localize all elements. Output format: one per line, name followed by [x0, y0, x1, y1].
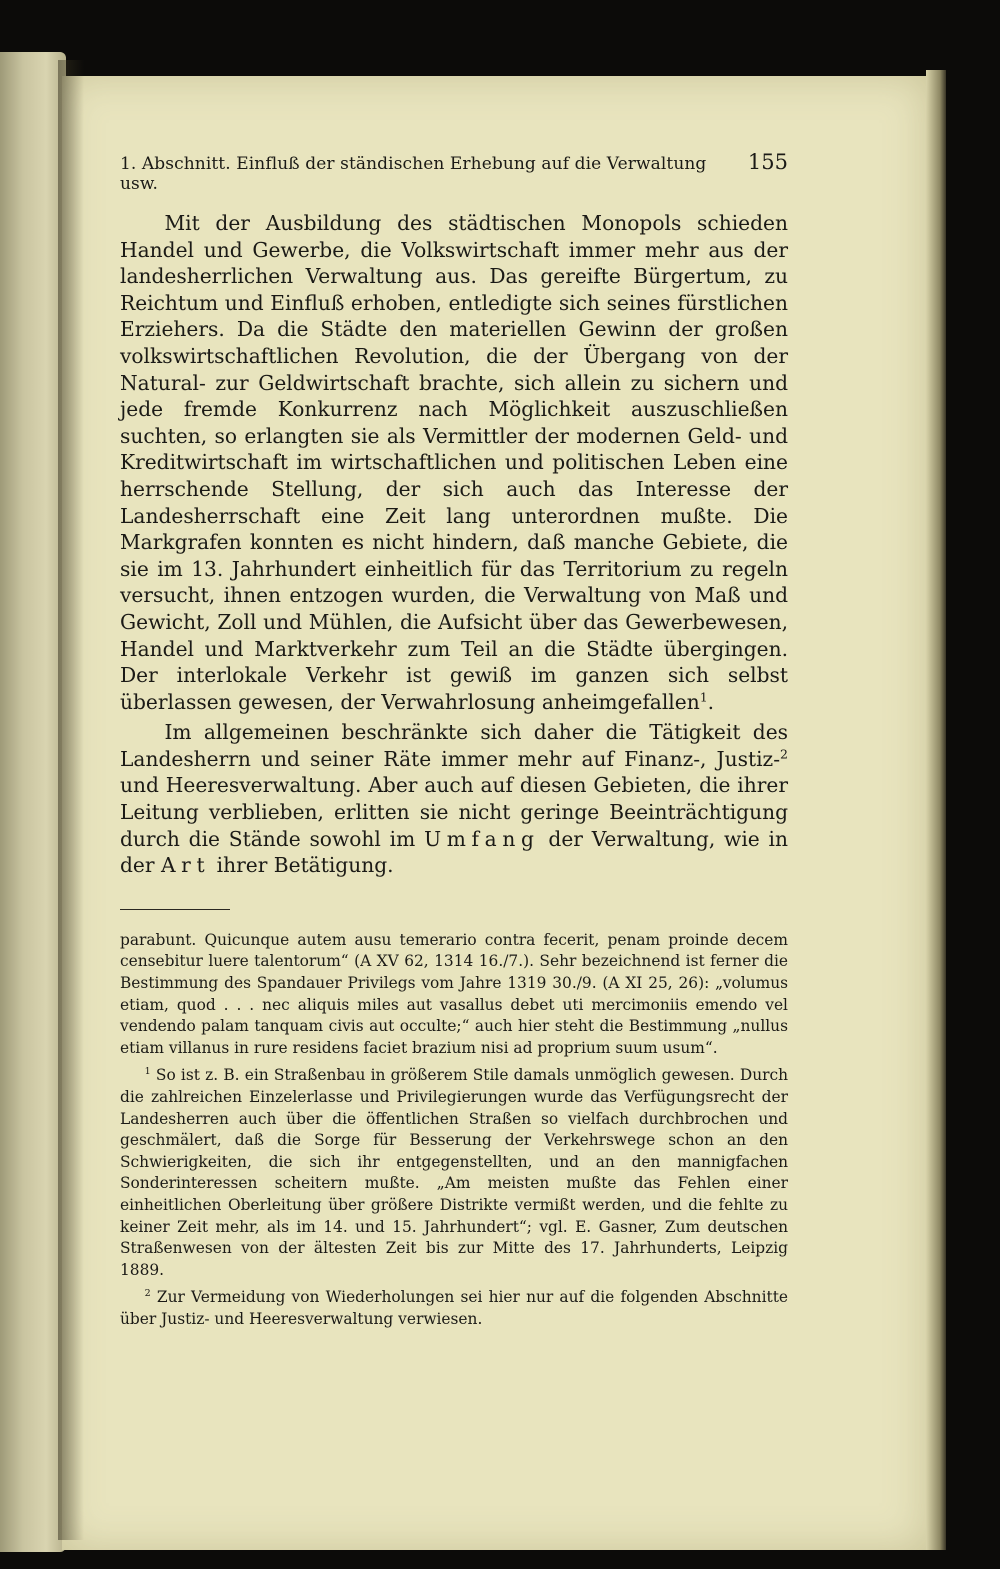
paragraph-2-text-d: ihrer Betätigung. — [210, 853, 394, 878]
page-number: 155 — [747, 150, 788, 174]
paragraph-1-text: Mit der Ausbildung des städtischen Monopols schieden Handel und Gewerbe, die Volkswirtschaft immer mehr aus der landesherrlichen Verwaltung aus. Das gereifte Bürgertum, zu Reichtum und Einfluß erhoben, entledigte sich seines fürstlichen Erziehers. Da die Städte den materiellen Gewinn der großen volkswirtschaftlichen Revolution, die der Übergang von der Natural- zur Geldwirtschaft brachte, sich allein zu sichern und jede fremde Konkurrenz nach Möglichkeit auszuschließen suchten, so erlangten sie als Vermittler der modernen Geld- und Kreditwirtschaft im wirtschaftlichen und politischen Leben eine herrschende Stellung, der sich auch das Interesse der Landesherrschaft eine Zeit lang unterordnen mußte. Die Markgrafen konnten es nicht hindern, daß manche Gebiete, die sie im 13. Jahrhundert einheitlich für das Territorium zu regeln versucht, ihnen entzogen wurden, die Verwaltung von Maß und Gewicht, Zoll und Mühlen, die Aufsicht über das Gewerbewesen, Handel und Marktverkehr zum Teil an die Städte übergingen. Der interlokale Verkehr ist gewiß im ganzen sich selbst überlassen gewesen, der Verwahrlosung anheimgefallen — [120, 211, 788, 714]
facing-page-edge — [0, 52, 66, 1552]
footnote-2 — [120, 1287, 788, 1330]
paragraph-2-text-b: und Heeresverwaltung. Aber auch auf diesen Gebieten, die ihrer Leitung verblieben, erlitten sie nicht geringe Beeinträchtigung durch die Stände sowohl im — [120, 773, 788, 851]
footnote-continuation: parabunt. Quicunque autem ausu temerario contra fecerit, penam proinde decem censebitur luere talentorum“ (A XV 62, 1314 16./7.). Sehr bezeichnend ist ferner die Bestimmung des Spandauer Privilegs vom Jahre 1319 30./9. (A XI 25, 26): „volumus etiam, quod . . . nec aliquis miles aut vasallus debet uti mercimoniis emendo vel vendendo palam tanquam civis aut occulte;“ auch hier steht die Bestimmung „nullus etiam villanus in rure residens faciet brazium nisi ad proprium suum usum“. — [120, 930, 788, 1057]
paragraph-2-text-a: Im allgemeinen beschränkte sich daher die Tätigkeit des Landesherrn und seiner Räte immer mehr auf Finanz-, Justiz- — [120, 720, 788, 771]
paragraph-2-text-c: der Verwaltung, wie in der — [120, 826, 788, 878]
footnote-2-text: Zur Vermeidung von Wiederholungen sei hier nur auf die folgenden Abschnitte über Justiz- und Heeresverwaltung verwiesen. — [120, 1288, 788, 1328]
main-text — [120, 210, 788, 879]
footnote-2-marker: 2 — [144, 1288, 151, 1300]
footnote-1-marker: 1 — [144, 1066, 151, 1078]
footnote-1-text: So ist z. B. ein Straßenbau in größerem Stile damals unmöglich gewesen. Durch die zahlreichen Einzelerlasse und Privilegierungen wurde das Verfügungsrecht der Landesherren auch über die öffentlichen Straßen so vielfach durchbrochen und geschmälert, daß die Sorge für Besserung der Verkehrswege schon an den Schwierigkeiten, die sich ihr entgegenstellten, und an den mannigfachen Sonderinteressen scheitern mußte. „Am meisten mußte das Fehlen einer einheitlichen Oberleitung über größere Distrikte vermißt werden, und die fehlte zu keiner Zeit mehr, als im 14. und 15. Jahrhundert“; vgl. E. Gasner, Zum deutschen Straßenwesen von der ältesten Zeit bis zur Mitte des 17. Jahrhunderts, Leipzig 1889. — [120, 1066, 788, 1279]
body-paragraph-1 — [120, 210, 788, 715]
page-edge-right — [926, 70, 946, 1550]
emphasis-art: Art — [160, 853, 211, 878]
footnote-ref-1: 1 — [699, 688, 708, 704]
text-block — [120, 150, 788, 1331]
gutter-shadow — [58, 60, 84, 1540]
paragraph-1-end: . — [707, 689, 715, 714]
running-title: 1. Abschnitt. Einfluß der ständischen Erhebung auf die Verwaltung usw. — [120, 154, 707, 194]
footnote-1 — [120, 1065, 788, 1281]
running-head — [120, 150, 788, 194]
footnotes — [120, 930, 788, 1331]
emphasis-umfang: Umfang — [424, 826, 540, 851]
footnote-rule — [120, 909, 230, 910]
body-paragraph-2 — [120, 719, 788, 879]
footnote-ref-2: 2 — [780, 746, 788, 762]
